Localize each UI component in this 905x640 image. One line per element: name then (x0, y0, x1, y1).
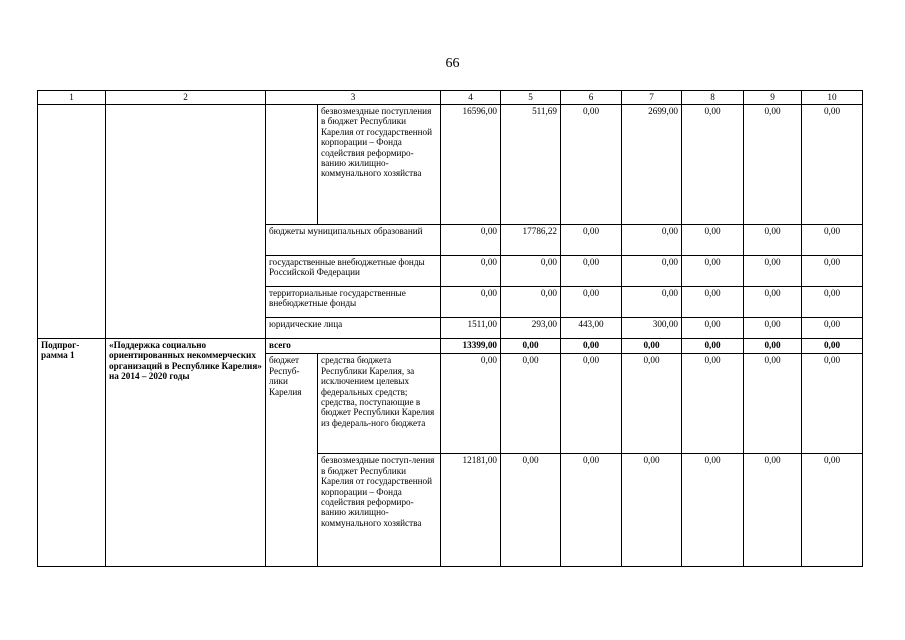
value-cell: 0,00 (561, 354, 622, 454)
value-cell: 0,00 (682, 354, 744, 454)
column-header: 3 (266, 91, 441, 105)
value-cell: 0,00 (441, 225, 501, 256)
value-cell: 0,00 (744, 454, 802, 567)
value-cell: 0,00 (682, 287, 744, 318)
source-cell: безвозмездные поступ-ления в бюджет Республики Карелия от государственной корпорации – Фонда содействия реформиро-ванию жилищно-коммунального хозяйства (318, 454, 441, 567)
column-header: 5 (501, 91, 561, 105)
column-header: 8 (682, 91, 744, 105)
value-cell: 293,00 (501, 318, 561, 339)
value-cell: 16596,00 (441, 105, 501, 225)
header-row (38, 91, 863, 105)
column-header: 7 (622, 91, 682, 105)
value-cell: 0,00 (441, 287, 501, 318)
status-cell (38, 105, 106, 339)
value-cell: 0,00 (441, 256, 501, 287)
source-cell: всего (266, 339, 441, 354)
value-cell: 0,00 (802, 454, 863, 567)
value-cell: 0,00 (682, 225, 744, 256)
column-header: 4 (441, 91, 501, 105)
source-cell: государственные внебюджетные фонды Российской Федерации (266, 256, 441, 287)
value-cell: 0,00 (622, 354, 682, 454)
value-cell: 2699,00 (622, 105, 682, 225)
column-header: 2 (106, 91, 266, 105)
name-cell (106, 105, 266, 339)
table-row (38, 105, 863, 225)
table-row (38, 339, 863, 354)
value-cell: 0,00 (561, 287, 622, 318)
column-header: 6 (561, 91, 622, 105)
name-cell: «Поддержка социально ориентированных некоммерческих организаций в Республике Карелия» на 2014 – 2020 годы (106, 339, 266, 567)
value-cell: 0,00 (802, 256, 863, 287)
value-cell: 0,00 (622, 287, 682, 318)
value-cell: 300,00 (622, 318, 682, 339)
value-cell: 0,00 (682, 318, 744, 339)
value-cell: 0,00 (744, 287, 802, 318)
value-cell: 0,00 (682, 256, 744, 287)
source-cell: территориальные государственные внебюджетные фонды (266, 287, 441, 318)
group-cell (266, 105, 318, 225)
source-cell: юридические лица (266, 318, 441, 339)
value-cell: 0,00 (802, 287, 863, 318)
value-cell: 0,00 (682, 105, 744, 225)
value-cell: 0,00 (744, 256, 802, 287)
value-cell: 17786,22 (501, 225, 561, 256)
value-cell: 0,00 (802, 354, 863, 454)
value-cell: 0,00 (561, 454, 622, 567)
value-cell: 511,69 (501, 105, 561, 225)
value-cell: 0,00 (561, 105, 622, 225)
value-cell: 13399,00 (441, 339, 501, 354)
value-cell: 0,00 (802, 105, 863, 225)
value-cell: 0,00 (622, 339, 682, 354)
source-cell: средства бюджета Республики Карелия, за исключением целевых федеральных средств; средства, поступающие в бюджет Республики Карелия из федераль-ного бюджета (318, 354, 441, 454)
value-cell: 0,00 (561, 225, 622, 256)
source-cell: безвозмездные поступления в бюджет Республики Карелия от государственной корпорации – Фонда содействия реформиро-ванию жилищно-коммунального хозяйства (318, 105, 441, 225)
value-cell: 0,00 (441, 354, 501, 454)
group-cell: бюджет Респуб-лики Карелия (266, 354, 318, 567)
status-cell: Подпрог-рамма 1 (38, 339, 106, 567)
source-cell: бюджеты муниципальных образований (266, 225, 441, 256)
value-cell: 0,00 (682, 454, 744, 567)
value-cell: 0,00 (744, 354, 802, 454)
column-header: 10 (802, 91, 863, 105)
value-cell: 0,00 (682, 339, 744, 354)
value-cell: 0,00 (501, 454, 561, 567)
value-cell: 0,00 (744, 318, 802, 339)
value-cell: 0,00 (802, 318, 863, 339)
value-cell: 0,00 (501, 256, 561, 287)
value-cell: 0,00 (501, 339, 561, 354)
value-cell: 0,00 (802, 339, 863, 354)
value-cell: 443,00 (561, 318, 622, 339)
value-cell: 0,00 (802, 225, 863, 256)
value-cell: 0,00 (501, 354, 561, 454)
value-cell: 0,00 (744, 225, 802, 256)
value-cell: 0,00 (744, 339, 802, 354)
value-cell: 0,00 (561, 256, 622, 287)
value-cell: 0,00 (622, 225, 682, 256)
value-cell: 0,00 (501, 287, 561, 318)
value-cell: 0,00 (622, 454, 682, 567)
value-cell: 0,00 (744, 105, 802, 225)
column-header: 9 (744, 91, 802, 105)
value-cell: 1511,00 (441, 318, 501, 339)
column-header: 1 (38, 91, 106, 105)
page-number: 66 (445, 56, 460, 71)
value-cell: 12181,00 (441, 454, 501, 567)
value-cell: 0,00 (622, 256, 682, 287)
budget-table (37, 90, 863, 567)
value-cell: 0,00 (561, 339, 622, 354)
